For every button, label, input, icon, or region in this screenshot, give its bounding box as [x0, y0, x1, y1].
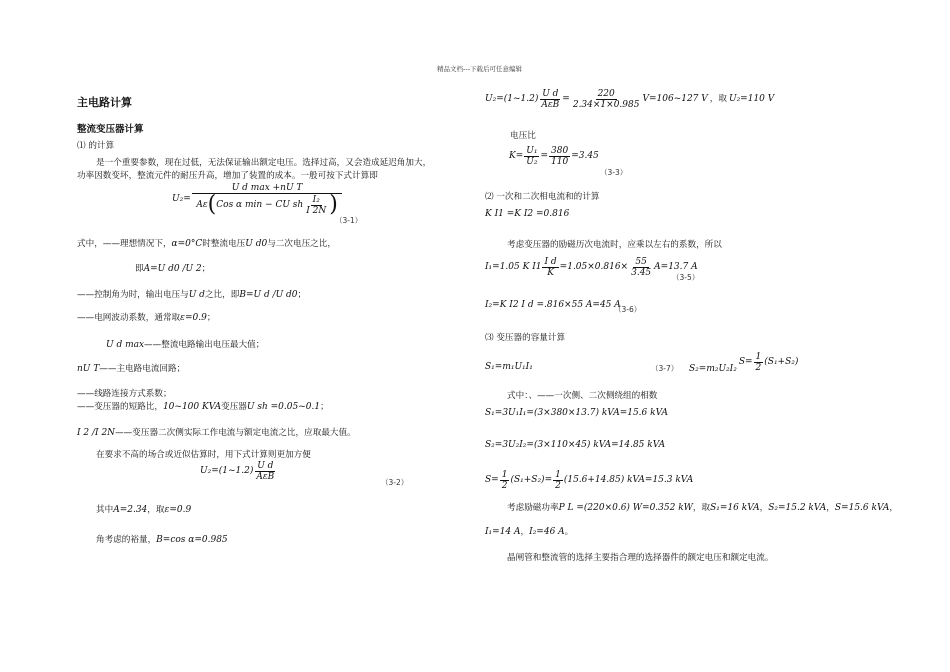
u2-frac1 — [539, 89, 561, 111]
eq31-inner-num: I₂ — [312, 194, 320, 205]
eq36-number: （3-6） — [614, 305, 642, 314]
equation-3-3: K= $\frac{\text{U₁}}{\text{U₂}}$ = $\frac{380}{110}$ =3.45 — [509, 146, 599, 168]
paragraph-1-line-1: 是一个重要参数，现在过低，无法保证输出额定电压。选择过高，又会造成延迟角加大， — [96, 158, 432, 168]
def8-mid: 变压器 — [221, 402, 247, 412]
para5-sep2: ， — [826, 503, 835, 513]
calc3-frac2 — [553, 470, 563, 492]
calc3-tail: (15.6+14.85) kVA=15.3 kVA — [563, 475, 694, 486]
def2-tail: ； — [201, 264, 211, 274]
equation-s2-s — [689, 350, 798, 375]
definition-epsilon — [77, 313, 215, 324]
para5-v2: S₂=15.2 kVA — [768, 503, 827, 513]
paragraph-3: 考虑变压器的励磁历次电流时，应乘以左右的系数，所以 — [507, 240, 722, 250]
def8-math2: U sh =0.05~0.1 — [246, 402, 321, 412]
i1-mid: =1.05×0.816× — [559, 262, 629, 273]
ratio-den2: 110 — [551, 157, 569, 168]
item-heading-3: ⑶ 变压器的容量计算 — [485, 333, 566, 343]
line-b-pre: 角考虑的裕量， — [96, 535, 157, 545]
eq32-den: AεB — [256, 472, 275, 483]
para6-v1: I₁=14 A — [485, 527, 521, 537]
paragraph-1-line-2: 功率因数变坏，整流元件的耐压升高，增加了装置的成本。一般可按下式计算即 — [77, 171, 378, 181]
def6-math: nU T — [77, 364, 100, 374]
para6-v2: I₂=46 A — [529, 527, 565, 537]
ratio-lhs: K= — [509, 151, 524, 162]
eq33-number: （3-3） — [600, 168, 628, 177]
equation-u2-calc: U₂=(1~1.2) $\frac{\text{U d}}{\text{AεB}}$ = $\frac{220}{2.34\times 1\times 0.985}$ V=106~127 V ，取 U₂=110 V — [485, 89, 775, 111]
line-a-math: A=2.34 — [113, 505, 148, 515]
eq31-denominator: Aε ( Cos α min − CU sh $\frac{\text{I₂}}{I 2N}$ ) — [196, 192, 338, 218]
def3-tail: ； — [297, 290, 307, 300]
def1-math: α=0°C — [171, 239, 203, 249]
eq32-num: U d — [257, 461, 274, 471]
def6-tail: ——主电路电流回路； — [99, 364, 186, 374]
paragraph-2: 在要求不高的场合或近似估算时，用下式计算则更加方便 — [96, 450, 311, 460]
def9-math: I 2 /I 2N — [77, 428, 116, 438]
para5-sep1: ， — [759, 503, 769, 513]
s-frac-den: 2 — [755, 363, 762, 374]
calc-s1: S₁=3U₁I₁=(3×380×13.7) kVA=15.6 kVA — [485, 408, 668, 418]
equation-3-2 — [200, 461, 277, 483]
eq31-fraction — [192, 183, 343, 216]
line-a-mid: ，取 — [147, 505, 165, 515]
line-b-math: B=cos α=0.985 — [156, 535, 228, 545]
eq31-inner-fraction — [304, 195, 328, 217]
paragraph-6 — [485, 527, 573, 538]
calc3-frac2-den: 2 — [555, 481, 561, 492]
section-heading: 整流变压器计算 — [77, 124, 144, 135]
u2-tail: V=106~127 V — [642, 94, 708, 105]
equation-3-1 — [172, 183, 343, 216]
def9-tail: ——变压器二次侧实际工作电流与额定电流之比，应取最大值。 — [115, 428, 356, 438]
para6-end: 。 — [564, 527, 574, 537]
def1-tail: 时整流电压 — [202, 239, 246, 249]
definition-Udmax — [106, 340, 264, 351]
definition-nUT — [77, 364, 185, 375]
line-a-pre: 其中 — [96, 505, 114, 515]
para5-sep3: ， — [889, 503, 898, 513]
calc3-frac1-den: 2 — [501, 481, 508, 492]
paragraph-4: 式中：、——一次侧、二次侧绕组的相数 — [507, 391, 658, 401]
ratio-label: 电压比 — [510, 131, 536, 141]
def3-mid: 之比，即 — [204, 290, 240, 300]
i1-num: I d — [544, 257, 557, 267]
def4-tail: ； — [206, 313, 216, 323]
page-header: 精品文档---下载后可任意编辑 — [437, 65, 523, 73]
equation-3-6: I₂=K I2 I d =.816×55 A=45 A — [485, 300, 621, 310]
i1-den: K — [547, 268, 554, 279]
def3-math: U d — [188, 290, 205, 300]
calc3-frac1 — [500, 470, 510, 492]
s-eq-lhs: S= — [738, 357, 753, 367]
ratio-value: =3.45 — [571, 151, 599, 162]
eq32-number: （3-2） — [381, 478, 409, 487]
def1-text: 式中，——理想情况下， — [77, 239, 172, 249]
eq35-number: （3-5） — [672, 273, 700, 282]
line-B-value — [96, 535, 228, 546]
calc-s-total — [485, 470, 693, 492]
def4-pre: ——电网波动系数，通常取 — [77, 313, 181, 323]
i1-lhs: I₁=1.05 K I1 — [485, 262, 542, 273]
ratio-frac2 — [549, 146, 570, 168]
line-a-math2: ε=0.9 — [164, 505, 192, 515]
definition-A — [77, 239, 336, 250]
ratio-num: U₁ — [526, 146, 538, 156]
eq37-number: （3-7） — [651, 364, 679, 373]
equation-3-5 — [485, 257, 698, 279]
line-A-value — [96, 505, 191, 516]
eq31-inner-den: I 2N — [306, 205, 327, 216]
definition-A-formula — [135, 264, 210, 275]
s2-eq: S₂=m₂U₂I₂ — [689, 364, 737, 374]
ratio-frac1 — [524, 146, 539, 168]
def2-pre: 即 — [135, 264, 144, 274]
eq31-lhs: U₂= — [172, 194, 191, 205]
u2-frac1-den: AεB — [541, 100, 560, 111]
para5-v1: S₁=16 kVA — [710, 503, 760, 513]
def5-math: U d max — [106, 340, 145, 350]
def8-tail: ； — [320, 402, 329, 412]
i1-num2: 55 — [635, 257, 647, 267]
ratio-num2: 380 — [551, 146, 569, 156]
def2-math: A=U d0 /U 2 — [143, 264, 202, 274]
s-frac — [754, 352, 764, 374]
calc3-lhs: S= — [485, 475, 499, 486]
calc3-frac2-num: 1 — [555, 470, 561, 480]
def8-pre: ——变压器的短路比， — [77, 402, 163, 412]
para5-math: P L =(220×0.6) W=0.352 kW — [558, 503, 693, 513]
i1-den2: 3.45 — [631, 268, 652, 279]
definition-Ush — [77, 402, 329, 413]
calc3-mid: (S₁+S₂)= — [510, 475, 553, 486]
ratio-den: U₂ — [526, 157, 538, 168]
def5-tail: ——整流电路输出电压最大值； — [144, 340, 265, 350]
para5-v3: S=15.6 kVA — [834, 503, 890, 513]
def8-math: 10~100 KVA — [162, 402, 222, 412]
calc-s2: S₂=3U₂I₂=(3×110×45) kVA=14.85 kVA — [485, 440, 666, 450]
def3-pre: ——控制角为时，输出电压与 — [77, 290, 189, 300]
paragraph-5 — [507, 503, 898, 514]
definition-C: ——线路连接方式系数； — [77, 389, 172, 399]
para6-sep: ， — [520, 527, 530, 537]
u2-frac2 — [571, 89, 642, 111]
s-frac-num: 1 — [755, 351, 762, 362]
i1-frac2 — [629, 257, 653, 279]
paragraph-7: 晶闸管和整流管的选择主要指合理的选择器件的额定电压和额定电流。 — [507, 553, 774, 563]
i1-frac1 — [542, 257, 558, 279]
u2-value: U₂=110 V — [728, 94, 775, 105]
item-heading-1: ⑴ 的计算 — [77, 141, 115, 151]
eq31-number: （3-1） — [335, 216, 363, 225]
definition-I2-ratio — [77, 428, 356, 439]
u2-lhs: U₂=(1~1.2) — [485, 94, 539, 105]
eq31-cos-term: Cos α min − CU sh — [216, 200, 304, 211]
u2-frac2-num: 220 — [597, 89, 615, 99]
calc3-frac1-num: 1 — [501, 470, 508, 480]
def1-tail2: 与二次电压之比， — [267, 239, 336, 249]
s-eq-tail: (S₁+S₂) — [764, 357, 799, 367]
eq31-numerator: U d max +nU T — [192, 183, 343, 194]
def3-math2: B=U d /U d0 — [239, 290, 298, 300]
def1-math2: U d0 — [245, 239, 268, 249]
u2-take: ，取 — [709, 94, 727, 105]
u2-frac1-num: U d — [542, 89, 559, 99]
i1-value: A=13.7 A — [654, 262, 698, 273]
def4-math: ε=0.9 — [180, 313, 207, 323]
page-title: 主电路计算 — [77, 96, 132, 109]
eq32-lhs: U₂=(1~1.2) — [200, 466, 254, 477]
item-heading-2: ⑵ 一次和二次相电流和的计算 — [485, 192, 600, 202]
eq31-den-prefix: Aε — [196, 200, 208, 211]
equation-k-factor: K I1 =K I2 =0.816 — [485, 209, 570, 219]
u2-frac2-den: 2.34×1×0.985 — [572, 100, 640, 111]
para5-mid: ，取 — [692, 503, 711, 513]
definition-B — [77, 290, 306, 301]
equation-s1: S₁=m₁U₁I₁ — [485, 362, 533, 372]
eq32-fraction — [254, 461, 276, 483]
para5-pre: 考虑励磁功率 — [507, 503, 559, 513]
